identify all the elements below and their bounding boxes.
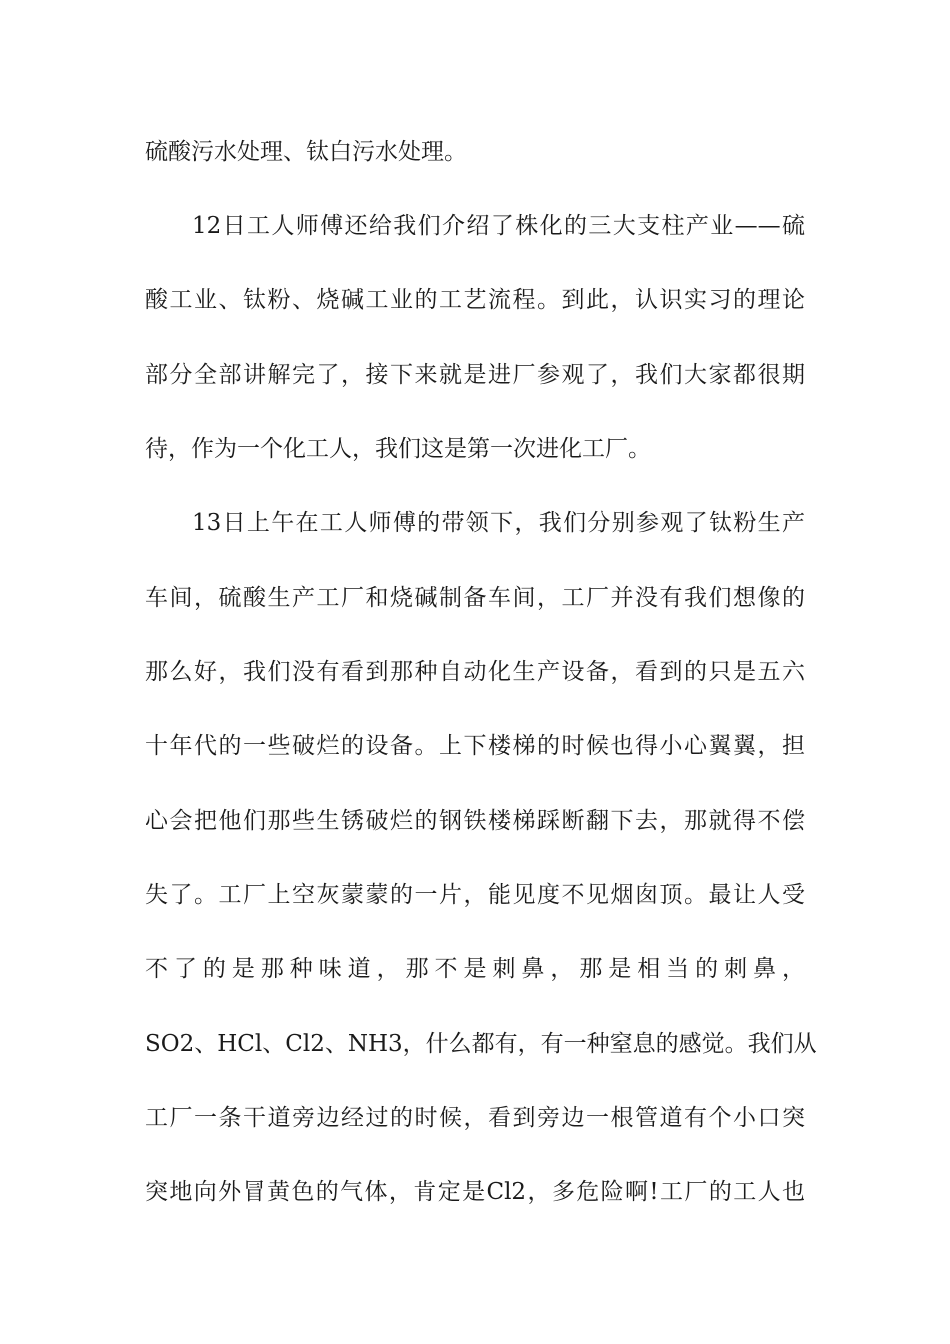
text-line: 失了。工厂上空灰蒙蒙的一片，能见度不见烟囱顶。最让人受 (145, 882, 805, 908)
text-line: 部分全部讲解完了，接下来就是进厂参观了，我们大家都很期 (145, 362, 805, 388)
text-line: 13日上午在工人师傅的带领下，我们分别参观了钛粉生产 (192, 510, 805, 536)
text-line: 酸工业、钛粉、烧碱工业的工艺流程。到此，认识实习的理论 (145, 287, 805, 313)
text-line: 突地向外冒黄色的气体，肯定是Cl2，多危险啊!工厂的工人也 (145, 1179, 805, 1205)
text-line: 车间，硫酸生产工厂和烧碱制备车间，工厂并没有我们想像的 (145, 585, 805, 611)
text-line: 十年代的一些破烂的设备。上下楼梯的时候也得小心翼翼，担 (145, 733, 805, 759)
text-line: 工厂一条干道旁边经过的时候，看到旁边一根管道有个小口突 (145, 1105, 805, 1131)
text-line: 不了的是那种味道，那不是刺鼻，那是相当的刺鼻， (145, 956, 805, 982)
text-line: 待，作为一个化工人，我们这是第一次进化工厂。 (145, 436, 651, 462)
text-line: SO2、HCl、Cl2、NH3，什么都有，有一种窒息的感觉。我们从 (145, 1031, 817, 1057)
text-line: 12日工人师傅还给我们介绍了株化的三大支柱产业——硫 (192, 213, 805, 239)
text-line: 硫酸污水处理、钛白污水处理。 (145, 139, 467, 165)
text-line: 那么好，我们没有看到那种自动化生产设备，看到的只是五六 (145, 659, 805, 685)
text-line: 心会把他们那些生锈破烂的钢铁楼梯踩断翻下去，那就得不偿 (145, 808, 805, 834)
